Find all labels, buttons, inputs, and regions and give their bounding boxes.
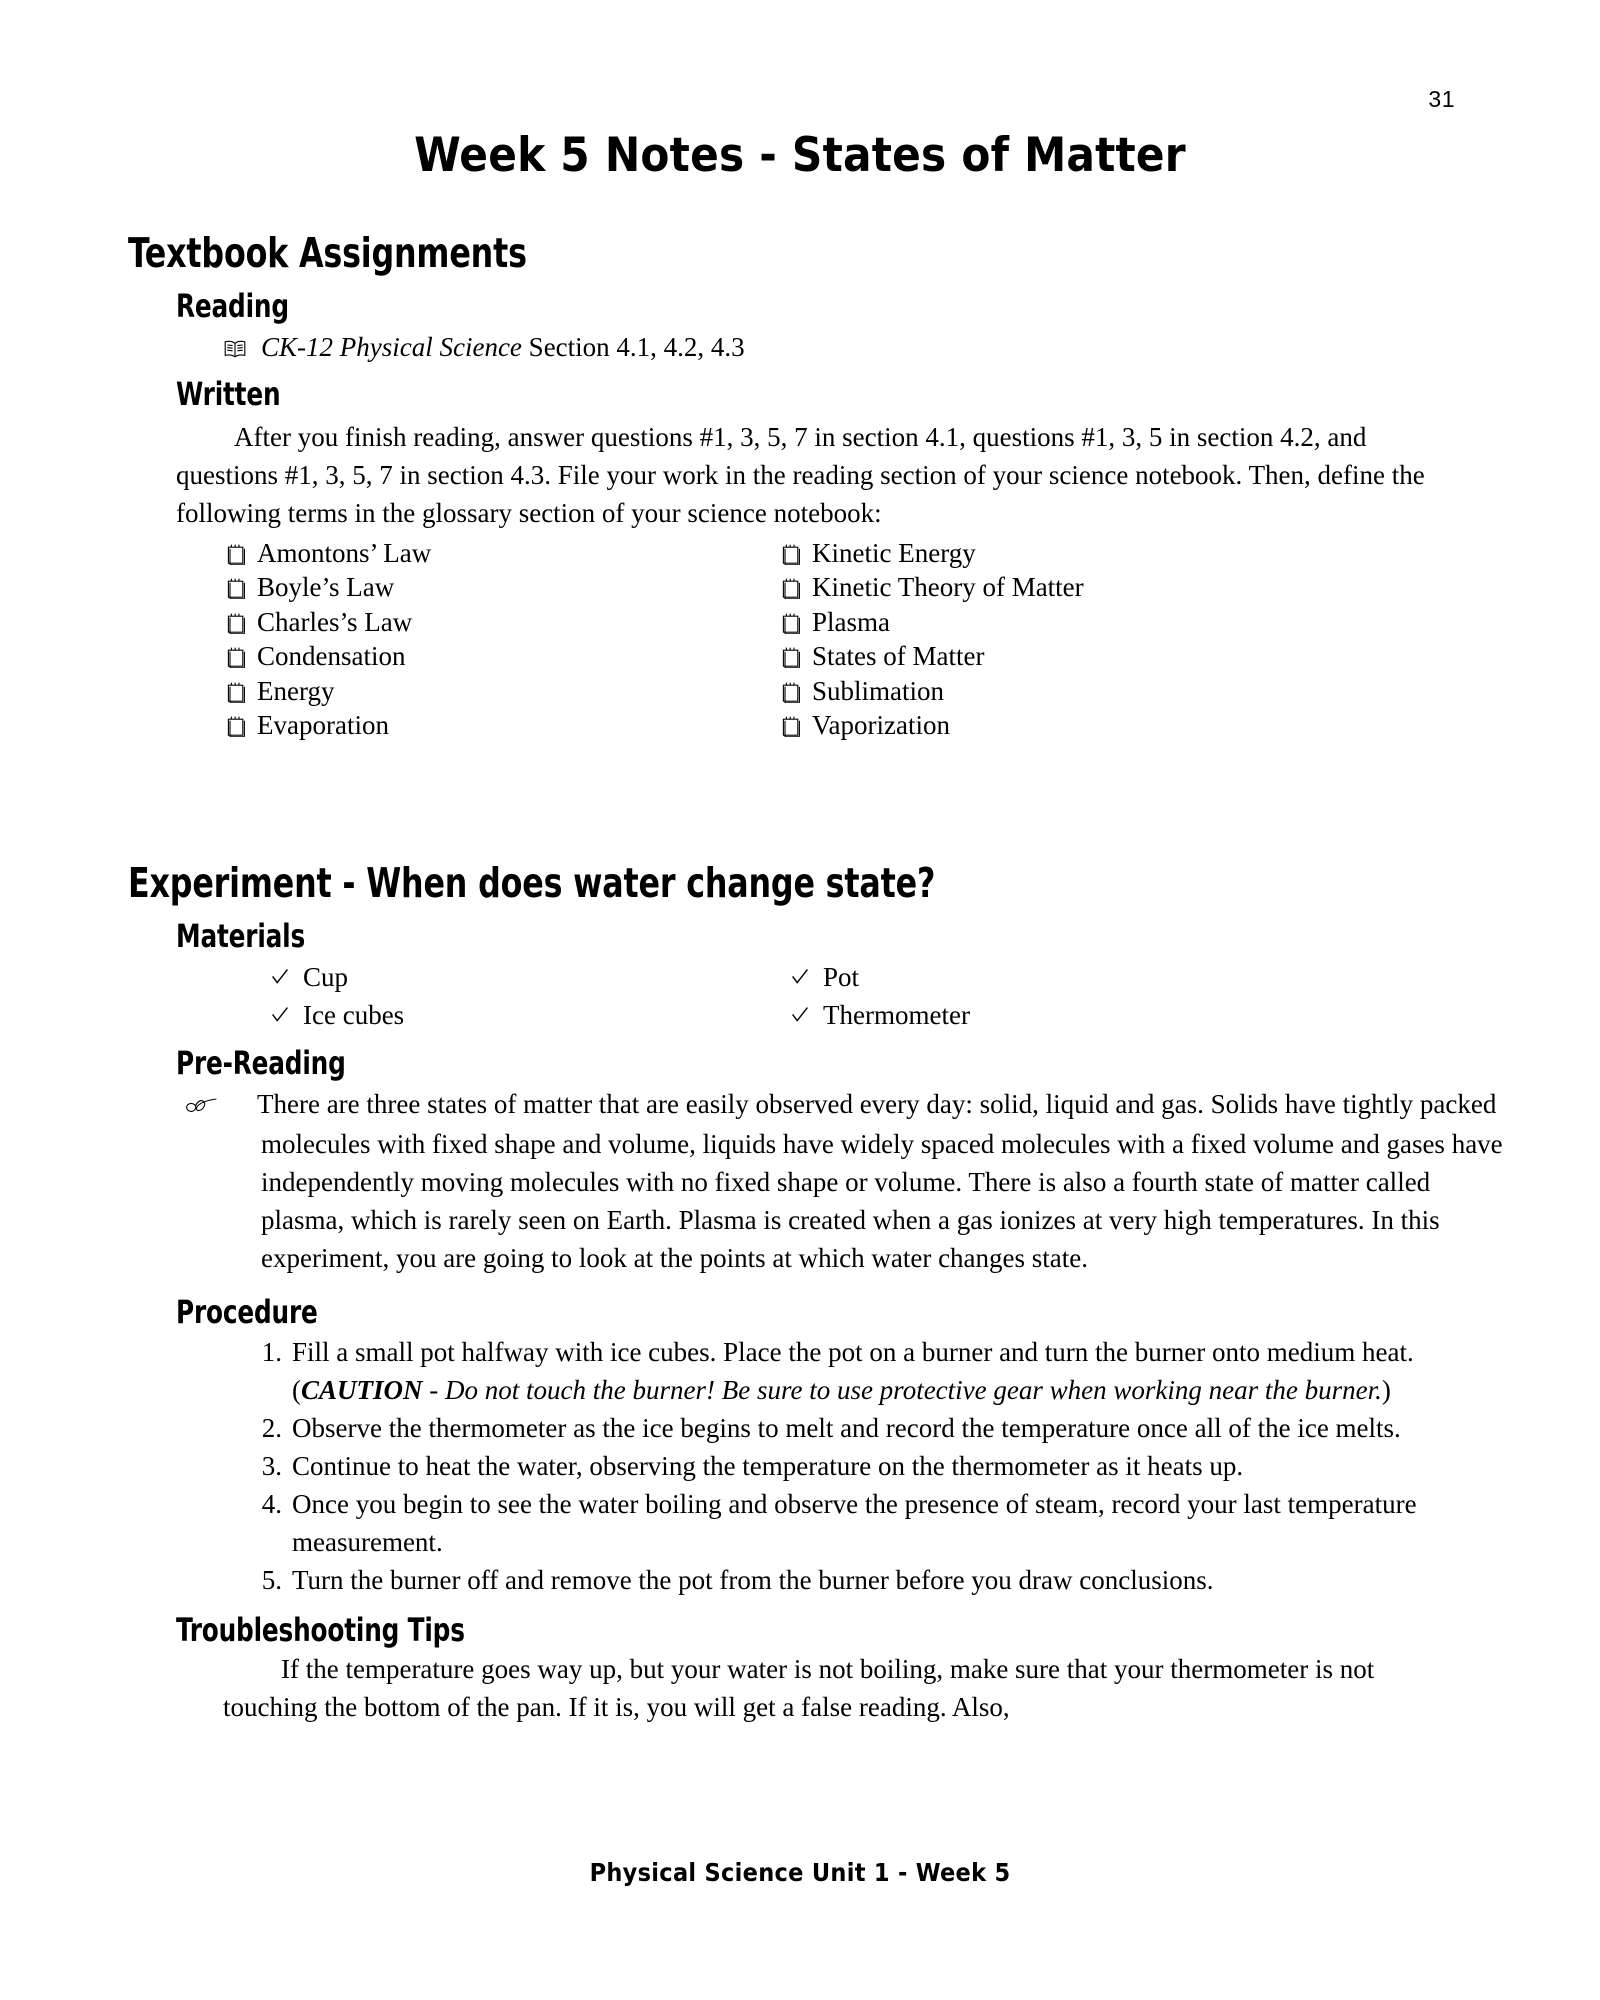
notepad-checkbox-icon[interactable] [781, 713, 805, 745]
glossary-term-label: Condensation [257, 641, 406, 672]
notepad-checkbox-icon[interactable] [781, 679, 805, 711]
material-item[interactable] [271, 996, 706, 1034]
materials-column-left [176, 958, 706, 1034]
reading-assignment-line [223, 330, 1468, 367]
heading-materials: Materials [176, 917, 306, 956]
notepad-checkbox-icon[interactable] [226, 679, 250, 711]
page-footer: Physical Science Unit 1 - Week 5 [589, 1858, 1011, 1887]
procedure-steps-list [246, 1333, 1546, 1599]
notepad-checkbox-icon[interactable] [226, 644, 250, 676]
section-textbook-assignments [128, 229, 1468, 745]
page-number: 31 [1428, 86, 1455, 112]
glossary-term-item[interactable] [226, 538, 711, 573]
glossary-term-label: Boyle’s Law [257, 572, 395, 603]
material-label: Pot [823, 962, 860, 992]
materials-list [176, 958, 1466, 1034]
heading-troubleshooting-tips: Troubleshooting Tips [176, 1611, 465, 1650]
glossary-term-label: Kinetic Energy [812, 537, 976, 568]
glossary-term-item[interactable] [226, 641, 711, 676]
glossary-terms-list [176, 538, 1466, 745]
glossary-term-item[interactable] [781, 538, 1411, 573]
glossary-term-item[interactable] [781, 607, 1411, 642]
notepad-checkbox-icon[interactable] [781, 610, 805, 642]
glossary-term-item[interactable] [781, 572, 1411, 607]
checkmark-icon [791, 958, 813, 996]
heading-textbook-assignments: Textbook Assignments [128, 229, 527, 277]
materials-column-right [706, 958, 1406, 1034]
material-item[interactable] [791, 958, 1406, 996]
calligraphic-flourish-icon [223, 1087, 255, 1125]
procedure-step [246, 1333, 1482, 1409]
notepad-checkbox-icon[interactable] [226, 575, 250, 607]
procedure-step-text-before: Fill a small pot halfway with ice cubes. Place the pot on a burner and turn the burner onto medium heat. ( [292, 1337, 1414, 1406]
notepad-checkbox-icon[interactable] [226, 541, 250, 573]
glossary-term-label: Evaporation [257, 710, 389, 741]
procedure-step-text: Turn the burner off and remove the pot from the burner before you draw conclusions. [292, 1565, 1214, 1596]
material-item[interactable] [271, 958, 706, 996]
notepad-checkbox-icon[interactable] [226, 610, 250, 642]
notepad-checkbox-icon[interactable] [781, 541, 805, 573]
heading-procedure: Procedure [176, 1292, 318, 1331]
heading-pre-reading: Pre-Reading [176, 1044, 346, 1082]
glossary-term-item[interactable] [226, 676, 711, 711]
notepad-checkbox-icon[interactable] [781, 575, 805, 607]
material-label: Thermometer [823, 1000, 970, 1030]
checkmark-icon [791, 996, 813, 1034]
procedure-step [246, 1409, 1482, 1447]
troubleshooting-paragraph: If the temperature goes way up, but your water is not boiling, make sure that your thermometer is not touching the bottom of the pan. If it is, you will get a false reading. Also, [223, 1653, 1375, 1722]
pre-reading-paragraph [223, 1085, 1511, 1277]
procedure-step-text: Continue to heat the water, observing the temperature on the thermometer as it heats up. [292, 1451, 1244, 1482]
pre-reading-text: There are three states of matter that are easily observed every day: solid, liquid and gas. Solids have tightly packed molecules with fixed shape and volume, liquids have widely spaced molecules with a fixed volume and gases have independently moving molecules with no fixed shape or volume. There is also a fourth state of matter called plasma, which is rarely seen on Earth. Plasma is created when a gas ionizes at very high temperatures. In this experiment, you are going to look at the points at which water changes state. [257, 1088, 1503, 1273]
procedure-step [246, 1561, 1482, 1599]
procedure-step-text: Once you begin to see the water boiling and observe the presence of steam, record your last temperature measurement. [292, 1489, 1417, 1558]
glossary-term-label: Amontons’ Law [257, 537, 432, 568]
caution-body: - Do not touch the burner! Be sure to use protective gear when working near the burner. [422, 1375, 1382, 1406]
glossary-term-label: Vaporization [812, 710, 950, 741]
section-experiment [128, 859, 1503, 1726]
procedure-step [246, 1447, 1482, 1485]
page-title: Week 5 Notes - States of Matter [414, 128, 1186, 183]
heading-reading: Reading [176, 287, 289, 326]
glossary-term-item[interactable] [781, 676, 1411, 711]
procedure-step-text-after: ) [1381, 1375, 1391, 1406]
procedure-step [246, 1485, 1482, 1561]
checkmark-icon [271, 958, 293, 996]
glossary-term-item[interactable] [781, 710, 1411, 745]
procedure-step-text: Observe the thermometer as the ice begins to melt and record the temperature once all of the ice melts. [292, 1413, 1401, 1444]
notepad-checkbox-icon[interactable] [226, 713, 250, 745]
glossary-terms-column-right [711, 538, 1411, 745]
glossary-term-label: Charles’s Law [257, 606, 413, 637]
glossary-term-item[interactable] [781, 641, 1411, 676]
material-item[interactable] [791, 996, 1406, 1034]
glossary-term-item[interactable] [226, 710, 711, 745]
checkmark-icon [271, 996, 293, 1034]
glossary-term-label: Energy [257, 675, 335, 706]
reading-source-sections: Section 4.1, 4.2, 4.3 [521, 332, 745, 362]
glossary-term-label: Plasma [812, 606, 890, 637]
material-label: Cup [303, 962, 349, 992]
open-book-icon [223, 333, 253, 367]
glossary-term-label: States of Matter [812, 641, 985, 672]
reading-source-title: CK-12 Physical Science [261, 332, 522, 362]
written-instructions-paragraph: After you finish reading, answer questions #1, 3, 5, 7 in section 4.1, questions #1, 3, 5 in section 4.2, and questions #1, 3, 5, 7 in section 4.3. File your work in the reading section of your science notebook. Then, define the following terms in the glossary section of your science notebook: [176, 421, 1425, 528]
caution-label: CAUTION [301, 1375, 423, 1406]
glossary-term-label: Kinetic Theory of Matter [812, 572, 1084, 603]
notepad-checkbox-icon[interactable] [781, 644, 805, 676]
glossary-term-item[interactable] [226, 607, 711, 642]
glossary-term-label: Sublimation [812, 675, 945, 706]
glossary-term-item[interactable] [226, 572, 711, 607]
glossary-terms-column-left [176, 538, 711, 745]
heading-experiment: Experiment - When does water change state? [128, 859, 936, 907]
heading-written: Written [176, 375, 281, 413]
material-label: Ice cubes [303, 1000, 405, 1030]
